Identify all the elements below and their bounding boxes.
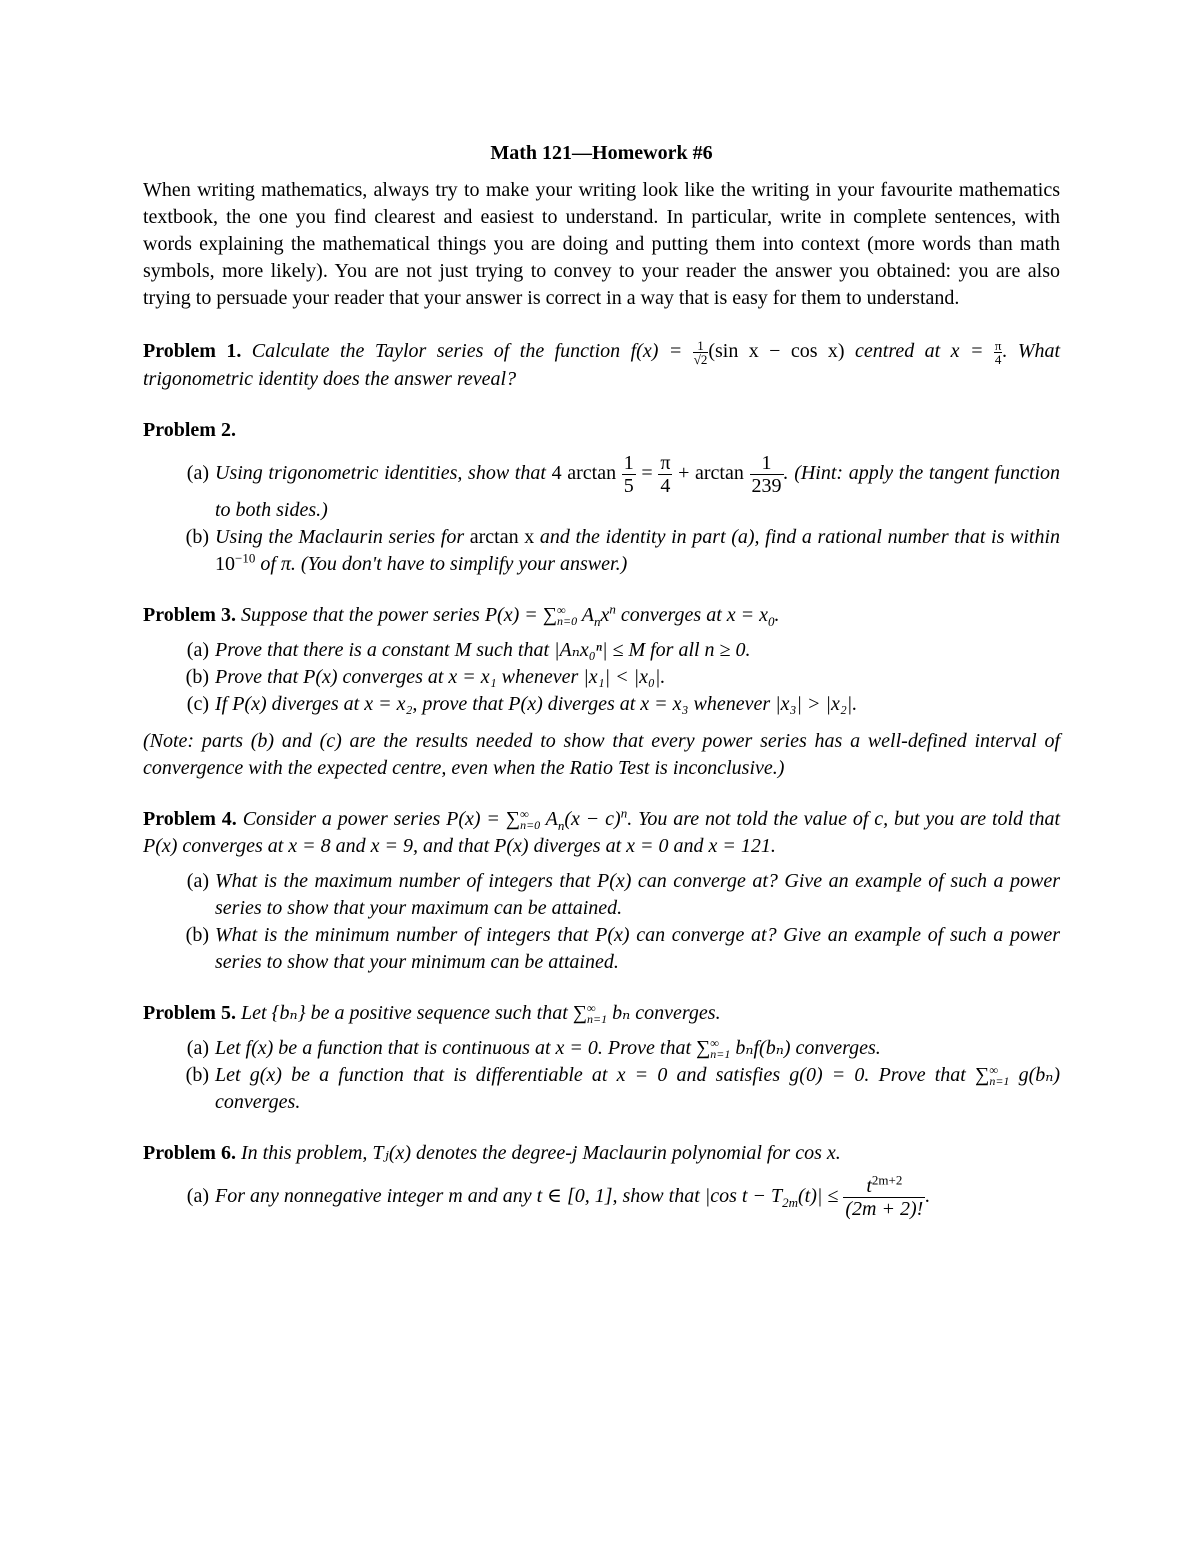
problem-3-part-c: (c) If P(x) diverges at x = x₂, prove that P(x) diverges at x = x₃ whenever |x₃| > |x₂|.: [186, 692, 858, 715]
intro-paragraph: When writing mathematics, always try to make your writing look like the writing in your favourite mathematics textbook, the one you find clearest and easiest to understand. In particular, write in complete sentences, with words explaining the mathematical things you are doing and putting them into context (more words than math symbols, more likely). You are not just trying to convey to your reader the answer you obtained: you are also trying to persuade your reader that your answer is correct in a way that is easy for them to understand.: [143, 179, 1060, 309]
fraction-1-over-5: $\frac{1}{5}$: [623, 451, 634, 497]
problem-5-part-b: (b) Let g(x) be a function that is differentiable at x = 0 and satisfies g(0) = 0. Prove that ∑ ∞ n=1 g(bₙ) converges.: [185, 1063, 1061, 1113]
problem-2-part-a: (a) Using trigonometric identities, show that 4 arctan $\frac{1}{5}$ = $\frac{\pi}{4}$ + arctan $\frac{1}{239}$ . (Hint: apply the tangent function to both sides.): [186, 451, 1061, 521]
problem-3: Problem 3. Suppose that the power series P(x) = ∑ ∞ n=0 $A_nx^n$ converges at $x = x_0$. (a) Prove that there is a constant M such that |Aₙx₀ⁿ| ≤ M for all n ≥ 0. (b) Prove that P(x) converges at x = x₁ whenever |x₁| < |x₀|. (c) If P(x) diverges at x = x₂, prove that P(x) diverges at x = x₃ whenever |x₃| > |x₂|. (Note: parts (b) and (c) are the results needed to show that every power series has a well-defined interval of convergence with the expected centre, even when the Ratio Test is inconclusive.): [143, 602, 1060, 782]
problem-3-label: Problem 3.: [143, 603, 236, 626]
problem-4: Problem 4. Consider a power series P(x) = ∑ ∞ n=0 $A_n(x - c)^n$. You are not told the value of c, but you are told that P(x) converges at x = 8 and x = 9, and that P(x) diverges at x = 0 and x = 121. (a) What is the maximum number of integers that P(x) can converge at? Give an example of such a power series to show that your maximum can be attained. (b) What is the minimum number of integers that P(x) can converge at? Give an example of such a power series to show that your minimum can be attained.: [143, 806, 1060, 976]
fraction-pi-over-4: $\frac{\pi}{4}$: [660, 451, 671, 497]
fraction-1-over-239: $\frac{1}{239}$: [751, 451, 782, 497]
sum-limits: ∞ n=0: [557, 603, 578, 629]
problem-2: [143, 417, 1060, 578]
problem-6: Problem 6. In this problem, Tⱼ(x) denotes the degree-j Maclaurin polynomial for cos x. (a) For any nonnegative integer m and any t ∈ [0, 1], show that |cos $t - T_{2m}(t)|$ ≤ $\frac{t^{2m+2}}{(2m + 2)!}$ .: [143, 1140, 1060, 1220]
problem-4-label: Problem 4.: [143, 807, 237, 830]
problem-6-label: Problem 6.: [143, 1141, 236, 1164]
problem-3-part-b: (b) Prove that P(x) converges at x = x₁ whenever |x₁| < |x₀|.: [185, 665, 666, 688]
problem-2-part-b: (b) Using the Maclaurin series for arctan x and the identity in part (a), find a rational number that is within $10^{-10}$ of π. (You don't have to simplify your answer.): [185, 525, 1061, 575]
problem-5-label: Problem 5.: [143, 1001, 236, 1024]
problem-1-text: Calculate the Taylor series of the function: [251, 340, 621, 362]
page-title: Math 121—Homework #6: [490, 142, 713, 164]
problem-3-part-a: (a) Prove that there is a constant M such that |Aₙx₀ⁿ| ≤ M for all n ≥ 0.: [186, 638, 751, 661]
fraction-pi-over-4: $\frac{\pi}{4}$: [994, 337, 1002, 367]
problem-3-note: (Note: parts (b) and (c) are the results needed to show that every power series has a well-defined interval of convergence with the expected centre, even when the Ratio Test is inconclusive.): [143, 729, 1060, 779]
problem-2-label: Problem 2.: [143, 418, 236, 441]
problem-6-part-a: (a) For any nonnegative integer m and any t ∈ [0, 1], show that |cos $t - T_{2m}(t)|$ ≤ $\frac{t^{2m+2}}{(2m + 2)!}$ .: [186, 1172, 931, 1220]
problem-4-part-a: (a) What is the maximum number of integers that P(x) can converge at? Give an example of such a power series to show that your maximum can be attained.: [186, 869, 1060, 919]
problem-5: Problem 5. Let {bₙ} be a positive sequence such that ∑ ∞ n=1 bₙ converges. (a) Let f(x) be a function that is continuous at x = 0. Prove that ∑ ∞ n=1 bₙf(bₙ) converges. (b) Let g(x) be a function that is differentiable at x = 0 and satisfies g(0) = 0. Prove that ∑ ∞ n=1 g(bₙ) converges.: [143, 1000, 1060, 1116]
homework-page: [143, 140, 1060, 1244]
fraction-taylor-bound: $\frac{t^{2m+2}}{(2m + 2)!}$: [845, 1172, 924, 1220]
problem-1: Problem 1. Calculate the Taylor series of the function f(x) = $\frac{1}{√2}$ (sin x − cos x) centred at x = $\frac{\pi}{4}$ . What trigonometric identity does the answer reveal?: [143, 337, 1061, 390]
problem-5-part-a: (a) Let f(x) be a function that is continuous at x = 0. Prove that ∑ ∞ n=1 bₙf(bₙ) converges.: [186, 1036, 881, 1062]
problem-1-label: Problem 1.: [143, 340, 242, 362]
problem-4-part-b: (b) What is the minimum number of integers that P(x) can converge at? Give an example of such a power series to show that your minimum can be attained.: [185, 923, 1060, 973]
fraction-1-over-sqrt2: $\frac{1}{√2}$: [693, 337, 708, 367]
